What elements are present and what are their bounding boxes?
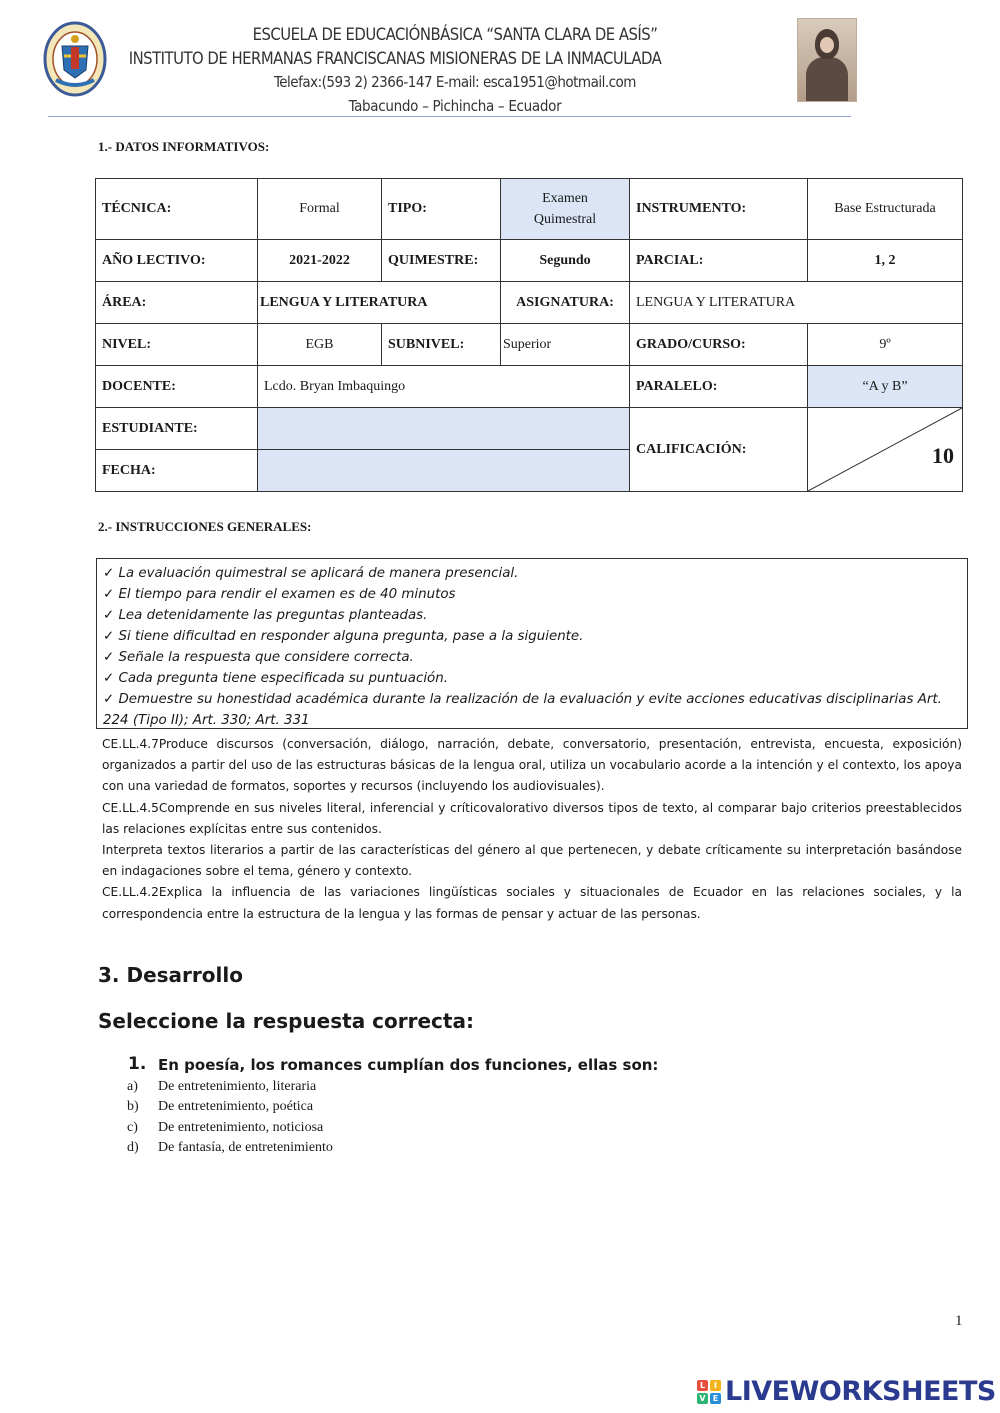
fecha-label: FECHA: bbox=[96, 450, 258, 492]
criterion-item: CE.LL.4.5Comprende en sus niveles literal, inferencial y críticovalorativo diversos tipos de texto, al comparar bajo criterios preestablecidos las relaciones explícitas entre sus contenidos. bbox=[102, 800, 962, 836]
tecnica-value: Formal bbox=[258, 179, 382, 240]
paralelo-value: “A y B” bbox=[808, 366, 963, 408]
brand-text: LIVEWORKSHEETS bbox=[725, 1376, 996, 1407]
table-row bbox=[96, 366, 963, 408]
docente-value: Lcdo. Bryan Imbaquingo bbox=[258, 366, 630, 408]
paralelo-label: PARALELO: bbox=[630, 366, 808, 408]
answer-options bbox=[127, 1079, 333, 1160]
nun-portrait-icon bbox=[797, 18, 857, 102]
option-text: De entretenimiento, literaria bbox=[158, 1079, 317, 1094]
instruction-item: ✓ Cada pregunta tiene especificada su puntuación. bbox=[103, 671, 448, 686]
anio-label: AÑO LECTIVO: bbox=[96, 240, 258, 282]
parcial-value: 1, 2 bbox=[808, 240, 963, 282]
contact-line: Telefax:(593 2) 2366-147 E-mail: esca1951@hotmail.com bbox=[274, 73, 636, 91]
option-text: De entretenimiento, poética bbox=[158, 1099, 314, 1115]
option-text: De fantasía, de entretenimiento bbox=[158, 1139, 333, 1155]
criterion-item: CE.LL.4.7Produce discursos (conversación, diálogo, narración, debate, conversatorio, presentación, entrevista, encuesta, exposición) organizados a partir del uso de las estructuras básicas de la lengua oral, utiliza un vocabulario acorde a la intención y el contexto, los apoya con una variedad de formatos, soportes y recursos (incluyendo los audiovisuales). bbox=[102, 737, 962, 794]
option-letter: c) bbox=[127, 1119, 138, 1135]
quimestre-value: Segundo bbox=[501, 240, 630, 282]
area-label: ÁREA: bbox=[96, 282, 258, 324]
answer-option-a[interactable] bbox=[127, 1079, 333, 1099]
calificacion-label: CALIFICACIÓN: bbox=[630, 408, 808, 492]
instruction-item: ✓ Lea detenidamente las preguntas planteadas. bbox=[103, 608, 428, 623]
asignatura-label: ASIGNATURA: bbox=[501, 282, 630, 324]
parcial-label: PARCIAL: bbox=[630, 240, 808, 282]
tecnica-label: TÉCNICA: bbox=[96, 179, 258, 240]
brand-letter: E bbox=[710, 1393, 721, 1404]
instrumento-label: INSTRUMENTO: bbox=[630, 179, 808, 240]
instruction-item: ✓ El tiempo para rendir el examen es de 40 minutos bbox=[103, 587, 456, 602]
docente-label: DOCENTE: bbox=[96, 366, 258, 408]
estudiante-field[interactable] bbox=[258, 408, 630, 450]
development-title: 3. Desarrollo bbox=[98, 963, 243, 987]
brand-letter: V bbox=[697, 1393, 708, 1404]
info-table bbox=[95, 178, 963, 492]
subnivel-label: SUBNIVEL: bbox=[382, 324, 501, 366]
estudiante-label: ESTUDIANTE: bbox=[96, 408, 258, 450]
development-subtitle: Seleccione la respuesta correcta: bbox=[98, 1009, 474, 1033]
table-row bbox=[96, 240, 963, 282]
grade-value: 10 bbox=[932, 443, 954, 468]
asignatura-value: LENGUA Y LITERATURA bbox=[630, 282, 963, 324]
institute-name: INSTITUTO DE HERMANAS FRANCISCANAS MISIONERAS DE LA INMACULADA bbox=[128, 49, 662, 68]
fecha-field[interactable] bbox=[258, 450, 630, 492]
section-1-title: 1.- DATOS INFORMATIVOS: bbox=[98, 139, 270, 154]
answer-option-b[interactable] bbox=[127, 1099, 333, 1119]
option-letter: d) bbox=[127, 1139, 139, 1155]
evaluation-criteria bbox=[102, 734, 962, 925]
location-line: Tabacundo – Pichincha – Ecuador bbox=[348, 97, 562, 115]
answer-option-c[interactable] bbox=[127, 1120, 333, 1140]
table-row bbox=[96, 408, 963, 450]
section-2-title: 2.- INSTRUCCIONES GENERALES: bbox=[98, 519, 312, 534]
brand-letter: L bbox=[697, 1380, 708, 1391]
grado-value: 9º bbox=[808, 324, 963, 366]
anio-value: 2021-2022 bbox=[258, 240, 382, 282]
instruction-item: ✓ La evaluación quimestral se aplicará de manera presencial. bbox=[103, 566, 519, 581]
instruction-item: ✓ Señale la respuesta que considere correcta. bbox=[103, 650, 414, 665]
liveworksheets-logo[interactable] bbox=[697, 1376, 996, 1407]
instruction-item: ✓ Si tiene dificultad en responder alguna pregunta, pase a la siguiente. bbox=[103, 629, 584, 644]
grado-label: GRADO/CURSO: bbox=[630, 324, 808, 366]
page-number: 1 bbox=[955, 1313, 963, 1329]
nivel-label: NIVEL: bbox=[96, 324, 258, 366]
nivel-value: EGB bbox=[258, 324, 382, 366]
criterion-item: Interpreta textos literarios a partir de las características del género al que pertenecen, y debate críticamente su interpretación basándose en indagaciones sobre el tema, género y contexto. bbox=[102, 843, 962, 879]
table-row bbox=[96, 282, 963, 324]
option-letter: b) bbox=[127, 1099, 139, 1115]
table-row bbox=[96, 179, 963, 240]
answer-option-d[interactable] bbox=[127, 1140, 333, 1160]
instrumento-value: Base Estructurada bbox=[808, 179, 963, 240]
instructions-box bbox=[96, 558, 968, 729]
instruction-item: ✓ Demuestre su honestidad académica durante la realización de la evaluación y evite acciones educativas disciplinarias Art. 224 (Tipo II); Art. 330; Art. 331 bbox=[103, 692, 942, 728]
header-divider bbox=[48, 116, 851, 117]
brand-letter: I bbox=[710, 1380, 721, 1391]
school-name: ESCUELA DE EDUCACIÓNBÁSICA “SANTA CLARA DE ASÍS” bbox=[252, 25, 658, 44]
subnivel-value: Superior bbox=[501, 324, 630, 366]
question-number: 1. bbox=[128, 1054, 147, 1074]
option-text: De entretenimiento, noticiosa bbox=[158, 1119, 324, 1135]
criterion-item: CE.LL.4.2Explica la influencia de las variaciones lingüísticas sociales y situacionales de Ecuador en las relaciones sociales, y la correspondencia entre la estructura de la lengua y las formas de pensar y actuar de las personas. bbox=[102, 885, 962, 921]
calificacion-cell bbox=[808, 408, 963, 492]
area-value: LENGUA Y LITERATURA bbox=[258, 282, 501, 324]
option-letter: a) bbox=[127, 1079, 138, 1094]
question-text: En poesía, los romances cumplían dos funciones, ellas son: bbox=[158, 1056, 659, 1074]
tipo-value: Examen Quimestral bbox=[501, 179, 630, 240]
table-row bbox=[96, 324, 963, 366]
brand-mark-icon bbox=[697, 1380, 721, 1404]
quimestre-label: QUIMESTRE: bbox=[382, 240, 501, 282]
tipo-label: TIPO: bbox=[382, 179, 501, 240]
